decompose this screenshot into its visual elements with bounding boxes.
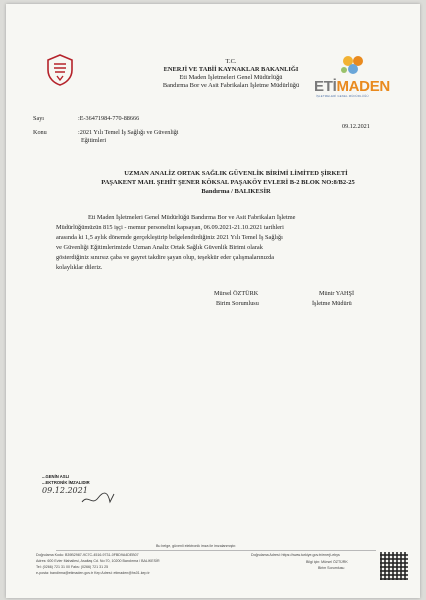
footer-phone: Tel: (0266) 721 31 00 Faks: (0266) 721 31 25 <box>36 565 109 569</box>
right-signatory-title: İşletme Müdürü <box>312 300 352 307</box>
body-line-3: arasında ki 1,5 aylık dönemde gerçekleştirip belgelendirdiğiniz 2021 Yılı Temel İş Sağlığı <box>56 234 283 241</box>
header-plant: Bandırma Bor ve Asit Fabrikaları İşletme Müdürlüğü <box>162 82 300 89</box>
header-tc: T.C. <box>225 58 237 65</box>
body-line-1: Eti Maden İşletmeleri Genel Müdürlüğü Bandırma Bor ve Asit Fabrikaları İşletme <box>88 214 296 221</box>
body-line-2: Müdürlüğümüzün 815 işçi - memur personelini kapsayan, 06.09.2021-21.10.2021 tarihleri <box>56 224 284 231</box>
left-signatory-title: Birim Sorumlusu <box>216 300 259 307</box>
body-line-5: gösterdiğiniz sınırsız çaba ve gayret takdire şayan olup, teşekkür eder çalışmalarınızda <box>56 254 275 261</box>
header-ministry: ENERJİ VE TABİİ KAYNAKLAR BAKANLIĞI <box>163 66 299 73</box>
konu-line-2: Eğitimleri <box>81 137 107 144</box>
certified-copy-stamp: ...GENİN ASLI ...EKTRONİK İMZALIDIR 09.12.2021 <box>42 474 90 495</box>
left-signatory-name: Mürsel ÖZTÜRK <box>214 290 259 297</box>
konu-line-1: :2021 Yılı Temel İş Sağlığı ve Güvenliği <box>78 129 179 136</box>
recipient-line-1: UZMAN ANALİZ ORTAK SAĞLIK GÜVENLİK BİRİMİ LİMİTED ŞİRKETİ <box>124 170 348 177</box>
konu-label: Konu <box>33 129 47 136</box>
body-line-6: kolaylıklar dileriz. <box>56 264 103 271</box>
qr-code-icon <box>380 552 408 580</box>
footer-address: Adres: 600 Evler Mahallesi, Asaltaş Cd. No:70, 10200 Bandırma / BALIKESİR <box>36 559 160 563</box>
sayi-value: :E-36471984-770-88666 <box>78 115 140 122</box>
header-directorate: Eti Maden İşletmeleri Genel Müdürlüğü <box>179 74 283 81</box>
footer-verify-url: Doğrulama Adresi: https://www.turkiye.gov.tr/enerji-ebys <box>251 553 340 557</box>
footer-verification-code: Doğrulama Kodu: B39B2987-9C7C-4516-9731-0FBD9A4DEB07 <box>36 553 139 557</box>
recipient-line-3: Bandırma / BALIKESİR <box>201 188 271 195</box>
footer-info-contact: Bilgi için: Mürsel ÖZTÜRK <box>306 560 348 564</box>
ministry-emblem-icon <box>46 54 74 86</box>
body-line-4: ve Güvenliği Eğitimlerimizde Uzman Analiz Ortak Sağlık Güvenlik Birimi olarak <box>56 244 263 251</box>
document-page <box>6 4 420 598</box>
footer-divider <box>56 550 376 551</box>
recipient-line-2: PAŞAKENT MAH. ŞEHİT ŞENER KÖKSAL PAŞAKÖY EVLERİ B-2 BLOK NO:8/B2-25 <box>101 179 355 186</box>
sayi-label: Sayı <box>33 115 45 122</box>
footer-info-title: Birim Sorumlusu <box>318 566 345 570</box>
document-date: 09.12.2021 <box>342 123 370 130</box>
logo-subtitle: İŞLETMELERİ GENEL MÜDÜRLÜĞÜ <box>316 94 369 98</box>
footer-email: e-posta: bandirma@etimaden.gov.tr Kep Adresi: etimaden@hs01.kep.tr <box>36 571 150 575</box>
handwritten-signature-icon <box>80 490 120 508</box>
etimaden-logo-icon <box>338 53 368 79</box>
footer-esign-notice: Bu belge, güvenli elektronik imza ile imzalanmıştır. <box>156 544 237 548</box>
logo-wordmark: ETİMADEN <box>314 78 390 95</box>
right-signatory-name: Münir YAHŞİ <box>319 290 355 297</box>
